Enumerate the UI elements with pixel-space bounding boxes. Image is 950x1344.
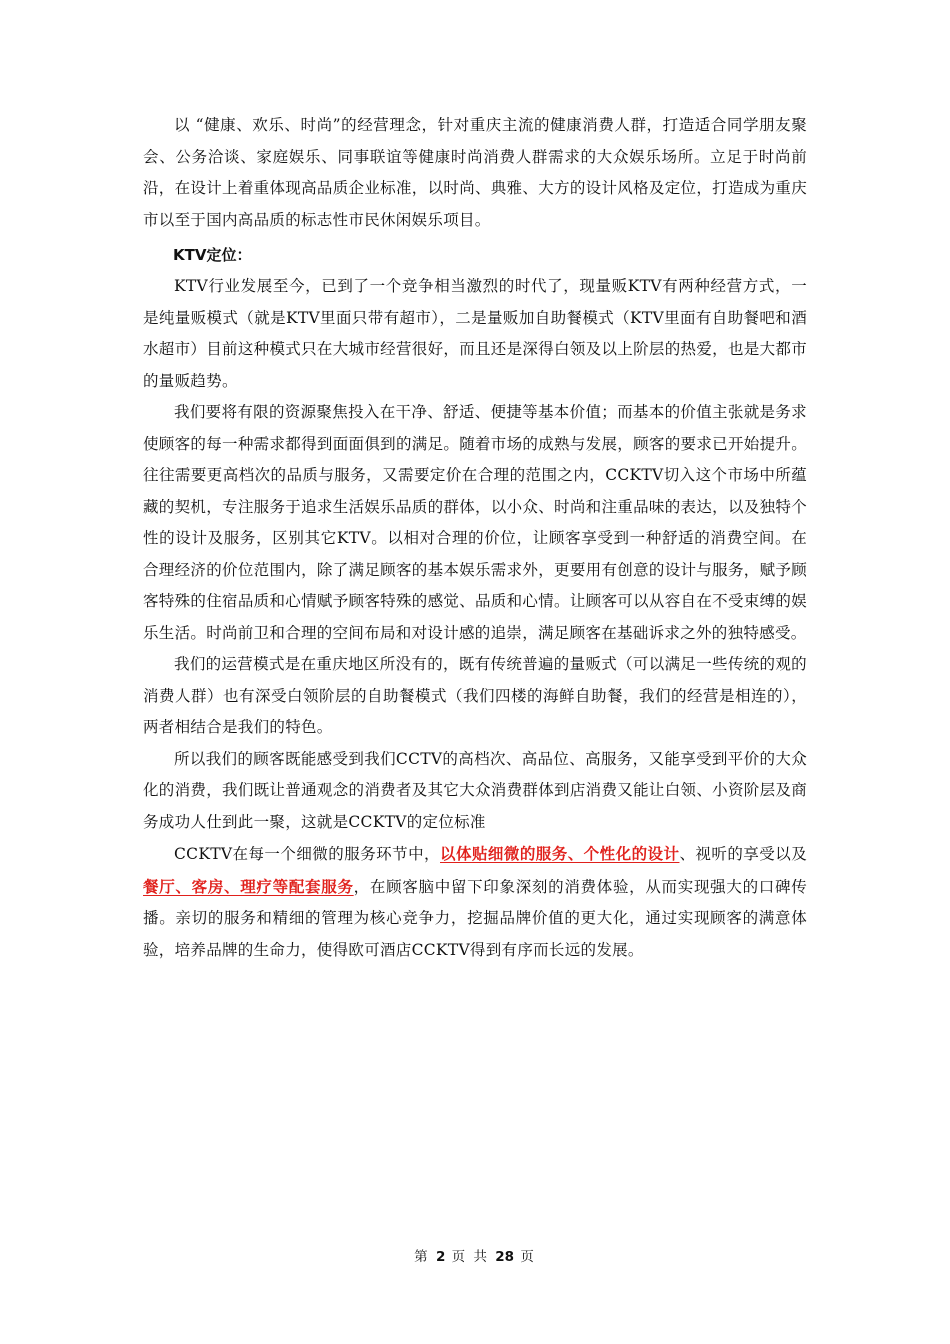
intro-paragraph: 以 “健康、欢乐、时尚”的经营理念，针对重庆主流的健康消费人群，打造适合同学朋友聚会、公务洽谈、家庭娱乐、同事联谊等健康时尚消费人群需求的大众娱乐场所。立足于时尚前沿，在设计上着重体现高品质企业标准，以时尚、典雅、大方的设计风格及定位，打造成为重庆市以至于国内高品质的标志性市民休闲娱乐项目。 [143,116,807,229]
section-heading: KTV定位： [173,246,252,264]
paragraph-4: 所以我们的顾客既能感受到我们CCTV的高档次、高品位、高服务，又能享受到平价的大众化的消费，我们既让普通观念的消费者及其它大众消费群体到店消费又能让白领、小资阶层及商务成功人仕到此一聚，这就是CCKTV的定位标准 [143,749,807,831]
document-body [143,110,807,966]
footer-prefix: 第 [414,1249,430,1265]
paragraph-3: 我们的运营模式是在重庆地区所没有的，既有传统普遍的量贩式（可以满足一些传统的观的消费人群）也有深受白领阶层的自助餐模式（我们四楼的海鲜自助餐，我们的经营是相连的），两者相结合是我们的特色。 [143,655,807,736]
highlight-service-design: 以体贴细微的服务、个性化的设计 [440,844,680,863]
paragraph-5 [143,838,807,966]
paragraph-5-middle: 、视听的享受以及 [679,845,807,863]
footer-middle: 页 共 [451,1249,489,1265]
paragraph-2: 我们要将有限的资源聚焦投入在干净、舒适、便捷等基本价值；而基本的价值主张就是务求使顾客的每一种需求都得到面面俱到的满足。随着市场的成熟与发展，顾客的要求已开始提升。往往需要更高档次的品质与服务，又需要定价在合理的范围之内，CCKTV切入这个市场中所蕴藏的契机，专注服务于追求生活娱乐品质的群体，以小众、时尚和注重品味的表达，以及独特个性的设计及服务，区别其它KTV。以相对合理的价位，让顾客享受到一种舒适的消费空间。在合理经济的价位范围内，除了满足顾客的基本娱乐需求外，更要用有创意的设计与服务，赋予顾客特殊的住宿品质和心情赋予顾客特殊的感觉、品质和心情。让顾客可以从容自在不受束缚的娱乐生活。时尚前卫和合理的空间布局和对设计感的追崇，满足顾客在基础诉求之外的独特感受。 [143,403,807,642]
page-footer [0,1245,950,1265]
paragraph-5-before: CCKTV在每一个细微的服务环节中， [174,845,441,863]
highlight-amenities: 餐厅、客房、理疗等配套服务 [143,876,354,896]
paragraph-5-after: ，在顾客脑中留下印象深刻的消费体验，从而实现强大的口碑传播。亲切的服务和精细的管理为核心竞争力，挖掘品牌价值的更大化，通过实现顾客的满意体验，培养品牌的生命力，使得欧可酒店CCKTV得到有序而长远的发展。 [143,877,808,959]
total-page-count: 28 [495,1249,515,1265]
current-page-number: 2 [435,1249,446,1265]
paragraph-1: KTV行业发展至今，已到了一个竞争相当激烈的时代了，现量贩KTV有两种经营方式，一是纯量贩模式（就是KTV里面只带有超市），二是量贩加自助餐模式（KTV里面有自助餐吧和酒水超市）目前这种模式只在大城市经营很好，而且还是深得白领及以上阶层的热爱，也是大都市的量贩趋势。 [143,277,807,390]
footer-suffix: 页 [520,1249,536,1265]
